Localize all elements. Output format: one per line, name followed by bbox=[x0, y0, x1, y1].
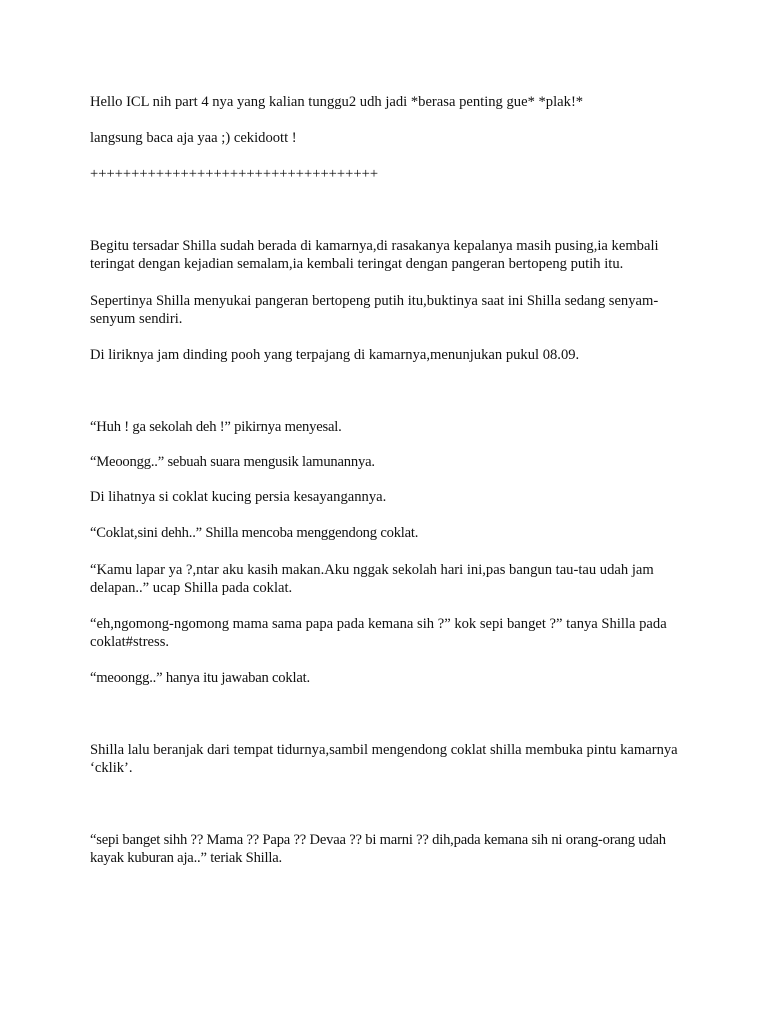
dialogue-paragraph: “eh,ngomong-ngomong mama sama papa pada kemana sih ?” kok sepi banget ?” tanya Shilla pada coklat#stress. bbox=[90, 616, 667, 650]
story-paragraph: Di liriknya jam dinding pooh yang terpajang di kamarnya,menunjukan pukul 08.09. bbox=[90, 347, 580, 363]
dialogue-paragraph: “meoongg..” hanya itu jawaban coklat. bbox=[90, 670, 310, 686]
dialogue-paragraph: “sepi banget sihh ?? Mama ?? Papa ?? Devaa ?? bi marni ?? dih,pada kemana sih ni orang-orang udah kayak kuburan aja..” teriak Shilla. bbox=[90, 832, 666, 866]
story-paragraph: Begitu tersadar Shilla sudah berada di kamarnya,di rasakanya kepalanya masih pusing,ia kembali teringat dengan kejadian semalam,ia kembali teringat dengan pangeran bertopeng putih itu. bbox=[90, 238, 659, 272]
instruction-paragraph: langsung baca aja yaa ;) cekidoott ! bbox=[90, 130, 297, 146]
dialogue-paragraph: “Coklat,sini dehh..” Shilla mencoba menggendong coklat. bbox=[90, 525, 419, 541]
dialogue-paragraph: “Huh ! ga sekolah deh !” pikirnya menyesal. bbox=[90, 419, 342, 435]
dialogue-paragraph: “Meoongg..” sebuah suara mengusik lamunannya. bbox=[90, 454, 375, 470]
story-paragraph: Di lihatnya si coklat kucing persia kesayangannya. bbox=[90, 489, 387, 505]
story-paragraph: Sepertinya Shilla menyukai pangeran bertopeng putih itu,buktinya saat ini Shilla sedang senyam-senyum sendiri. bbox=[90, 293, 659, 327]
intro-paragraph: Hello ICL nih part 4 nya yang kalian tunggu2 udh jadi *berasa penting gue* *plak!* bbox=[90, 94, 584, 110]
separator-line: +++++++++++++++++++++++++++++++++++ bbox=[90, 166, 379, 182]
dialogue-paragraph: “Kamu lapar ya ?,ntar aku kasih makan.Aku nggak sekolah hari ini,pas bangun tau-tau udah jam delapan..” ucap Shilla pada coklat. bbox=[90, 562, 654, 596]
story-paragraph: Shilla lalu beranjak dari tempat tidurnya,sambil mengendong coklat shilla membuka pintu kamarnya ‘cklik’. bbox=[90, 742, 678, 776]
